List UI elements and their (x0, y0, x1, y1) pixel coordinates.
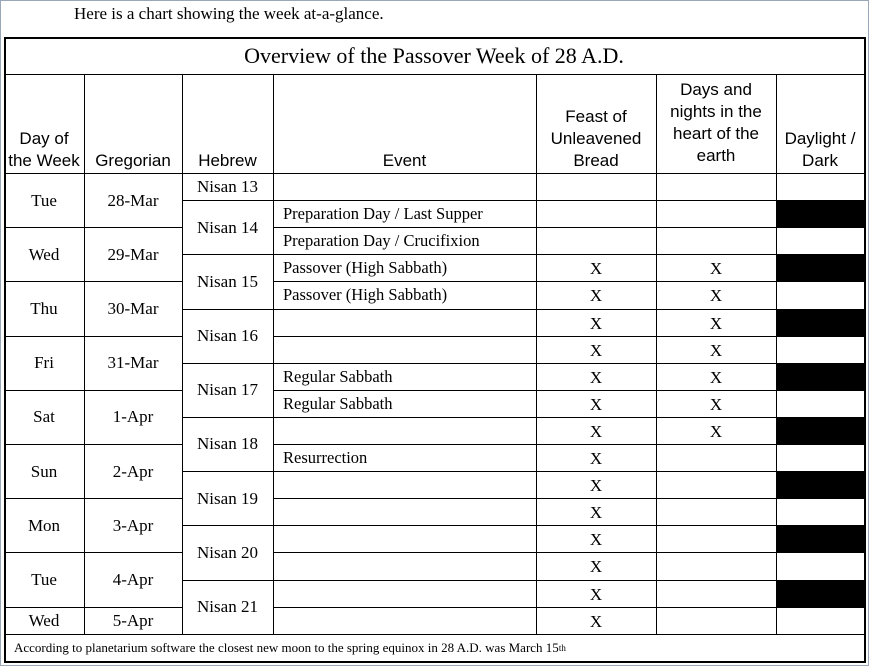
gregorian-date-cell: 5-Apr (112, 610, 154, 630)
day-of-week-cell: Tue (31, 569, 57, 589)
feast-mark-cell: X (589, 286, 603, 306)
table-title: Overview of the Passover Week of 28 A.D. (244, 43, 624, 68)
day-of-week-cell: Tue (31, 190, 57, 210)
day-of-week-cell: Wed (28, 610, 60, 630)
event-cell: Passover (High Sabbath) (283, 258, 448, 278)
event-cell (283, 471, 534, 498)
dark-period-fill (776, 254, 865, 282)
dark-period-fill (776, 363, 865, 391)
hebrew-date-cell: Nisan 18 (197, 434, 258, 454)
hebrew-date-cell: Nisan 15 (197, 271, 258, 291)
heart-of-earth-mark-cell: X (709, 394, 723, 414)
hebrew-date-cell: Nisan 20 (197, 542, 258, 562)
dark-period-fill (776, 580, 865, 608)
event-cell: Passover (High Sabbath) (283, 285, 448, 305)
heart-of-earth-mark-cell: X (709, 286, 723, 306)
header-event: Event (382, 151, 427, 170)
feast-mark-cell (537, 174, 655, 201)
heart-of-earth-mark-cell: X (709, 421, 723, 441)
hebrew-date-cell: Nisan 17 (197, 380, 258, 400)
header-gregorian: Gregorian (95, 151, 171, 170)
feast-mark-cell: X (589, 394, 603, 414)
event-cell (283, 309, 534, 336)
event-cell: Regular Sabbath (283, 393, 393, 413)
header-heart-of-earth: Days and nights in the heart of the earth (670, 80, 762, 165)
dark-period-fill (776, 525, 865, 553)
day-of-week-cell: Wed (28, 244, 60, 264)
dark-period-fill (776, 417, 865, 445)
feast-mark-cell: X (589, 421, 603, 441)
event-cell (283, 498, 534, 525)
gregorian-date-cell: 28-Mar (107, 190, 159, 210)
heart-of-earth-mark-cell (657, 228, 775, 255)
gregorian-date-cell: 30-Mar (107, 298, 159, 318)
gregorian-date-cell: 1-Apr (112, 407, 154, 427)
event-cell (283, 525, 534, 552)
day-of-week-cell: Thu (30, 298, 58, 318)
event-cell (283, 417, 534, 444)
event-cell (283, 607, 534, 634)
table-border-bottom (4, 661, 866, 663)
header-hebrew: Hebrew (198, 151, 257, 170)
heart-of-earth-mark-cell (657, 553, 775, 580)
day-of-week-cell: Fri (34, 353, 54, 373)
feast-mark-cell: X (589, 584, 603, 604)
feast-mark-cell (537, 201, 655, 228)
event-cell: Preparation Day / Last Supper (283, 204, 483, 224)
table-border-top (4, 37, 866, 39)
intro-text: Here is a chart showing the week at-a-glance. (74, 4, 384, 23)
heart-of-earth-mark-cell: X (709, 367, 723, 387)
hebrew-date-cell: Nisan 16 (197, 326, 258, 346)
event-cell: Resurrection (283, 448, 368, 468)
gregorian-date-cell: 2-Apr (112, 461, 154, 481)
feast-mark-cell: X (589, 367, 603, 387)
header-day-of-week: Day of the Week (8, 129, 80, 170)
event-cell (283, 336, 534, 363)
hebrew-date-cell: Nisan 19 (197, 488, 258, 508)
event-cell (283, 552, 534, 579)
event-cell: Preparation Day / Crucifixion (283, 231, 480, 251)
heart-of-earth-mark-cell (657, 174, 775, 201)
heart-of-earth-mark-cell (657, 581, 775, 608)
gregorian-date-cell: 29-Mar (107, 244, 159, 264)
feast-mark-cell: X (589, 259, 603, 279)
feast-mark-cell: X (589, 449, 603, 469)
table-border-right (864, 37, 866, 663)
heart-of-earth-mark-cell (657, 472, 775, 499)
header-feast: Feast of Unleavened Bread (550, 107, 642, 170)
feast-mark-cell: X (589, 557, 603, 577)
hebrew-date-cell: Nisan 21 (197, 597, 258, 617)
footnote-text: According to planetarium software the closest new moon to the spring equinox in 28 A.D. was March 15 (14, 640, 559, 655)
feast-mark-cell: X (589, 530, 603, 550)
title-divider (4, 74, 864, 75)
feast-mark-cell: X (589, 476, 603, 496)
event-cell: Regular Sabbath (283, 366, 393, 386)
dark-period-fill (776, 309, 865, 337)
dark-period-fill (776, 200, 865, 228)
hebrew-date-cell: Nisan 14 (197, 217, 258, 237)
header-daylight-dark: Daylight / Dark (784, 129, 856, 170)
heart-of-earth-mark-cell (657, 526, 775, 553)
heart-of-earth-mark-cell (657, 201, 775, 228)
gregorian-date-cell: 31-Mar (107, 353, 159, 373)
dark-period-fill (776, 471, 865, 499)
heart-of-earth-mark-cell: X (709, 259, 723, 279)
footnote: According to planetarium software the closest new moon to the spring equinox in 28 A.D. was March 15 th (14, 640, 566, 655)
feast-mark-cell: X (589, 340, 603, 360)
hebrew-date-cell: Nisan 13 (197, 177, 258, 197)
heart-of-earth-mark-cell: X (709, 340, 723, 360)
event-cell (283, 173, 534, 200)
feast-mark-cell: X (589, 611, 603, 631)
gregorian-date-cell: 4-Apr (112, 569, 154, 589)
day-of-week-cell: Sat (33, 407, 55, 427)
feast-mark-cell: X (589, 313, 603, 333)
gregorian-date-cell: 3-Apr (112, 515, 154, 535)
column-divider (273, 74, 274, 634)
feast-mark-cell: X (589, 503, 603, 523)
heart-of-earth-mark-cell (657, 445, 775, 472)
day-of-week-cell: Mon (27, 515, 61, 535)
feast-mark-cell (537, 228, 655, 255)
heart-of-earth-mark-cell (657, 608, 775, 635)
heart-of-earth-mark-cell: X (709, 313, 723, 333)
day-of-week-cell: Sun (30, 461, 58, 481)
event-cell (283, 580, 534, 607)
heart-of-earth-mark-cell (657, 499, 775, 526)
